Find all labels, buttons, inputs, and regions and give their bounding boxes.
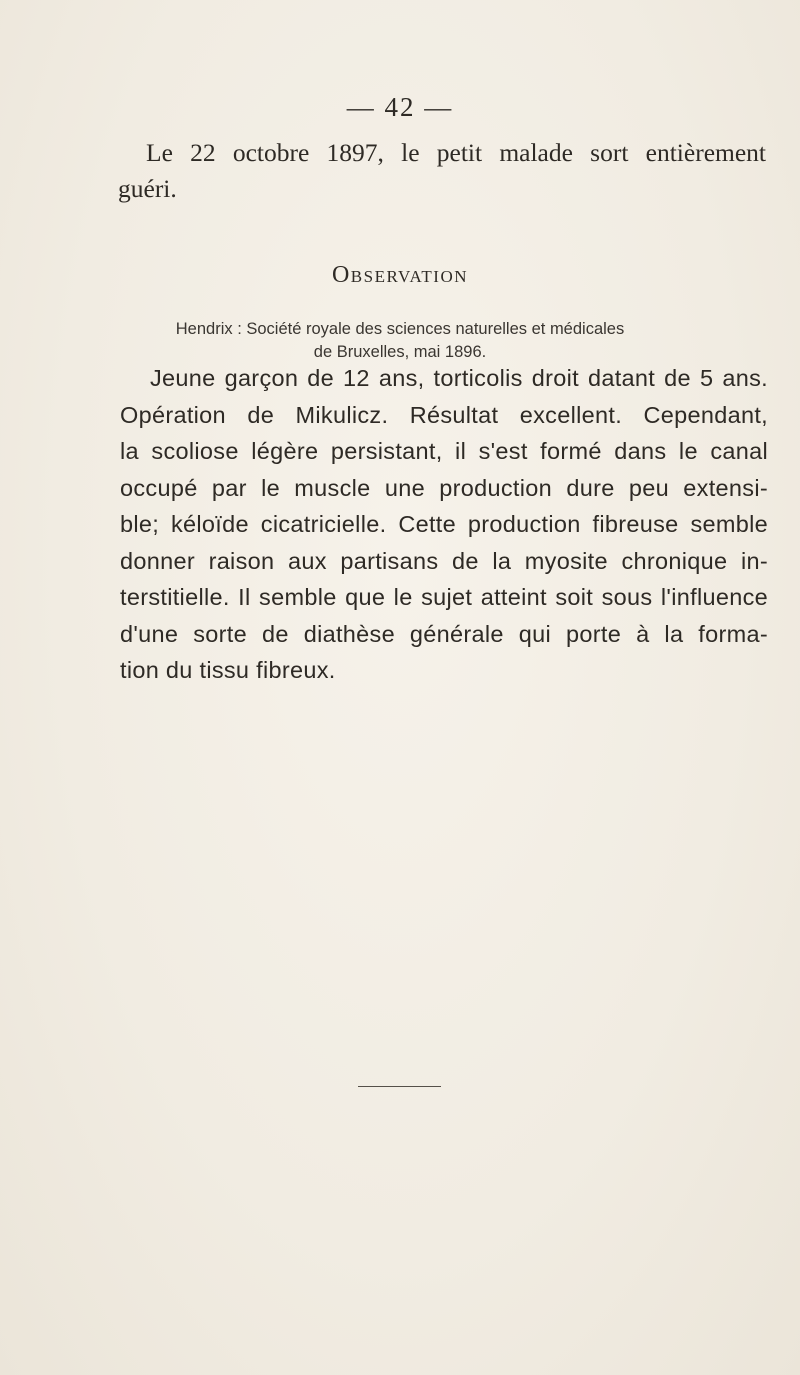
citation-line: de Bruxelles, mai 1896.: [313, 343, 487, 361]
text-line: Opération de Mikulicz. Résultat excellent. Cependant,: [120, 401, 768, 428]
text-line: Jeune garçon de 12 ans, torticolis droit datant de 5 ans.: [150, 365, 768, 391]
text-line: Le 22 octobre 1897, le petit malade sort entièrement: [146, 138, 766, 167]
text-line: la scoliose légère persistant, il s'est formé dans le canal: [120, 438, 768, 464]
text-line: guéri.: [118, 173, 177, 203]
text-line: occupé par le muscle une production dure peu extensi-: [120, 474, 768, 501]
text-line: d'une sorte de diathèse générale qui porte à la forma-: [120, 620, 768, 647]
citation-line: Hendrix : Société royale des sciences naturelles et médicales: [175, 320, 625, 338]
text-line: donner raison aux partisans de la myosite chronique in-: [120, 547, 768, 574]
text-line: ble; kéloïde cicatricielle. Cette production fibreuse semble: [120, 511, 768, 537]
text-line: tion du tissu fibreux.: [120, 657, 336, 683]
page-number: — 42 —: [346, 92, 454, 122]
source-citation: [0, 318, 800, 364]
section-divider: [358, 1086, 441, 1087]
text-line: terstitielle. Il semble que le sujet atteint soit sous l'influence: [120, 584, 768, 610]
section-heading: Observation: [331, 262, 469, 288]
opening-paragraph: [118, 135, 766, 206]
case-description: [120, 360, 768, 689]
